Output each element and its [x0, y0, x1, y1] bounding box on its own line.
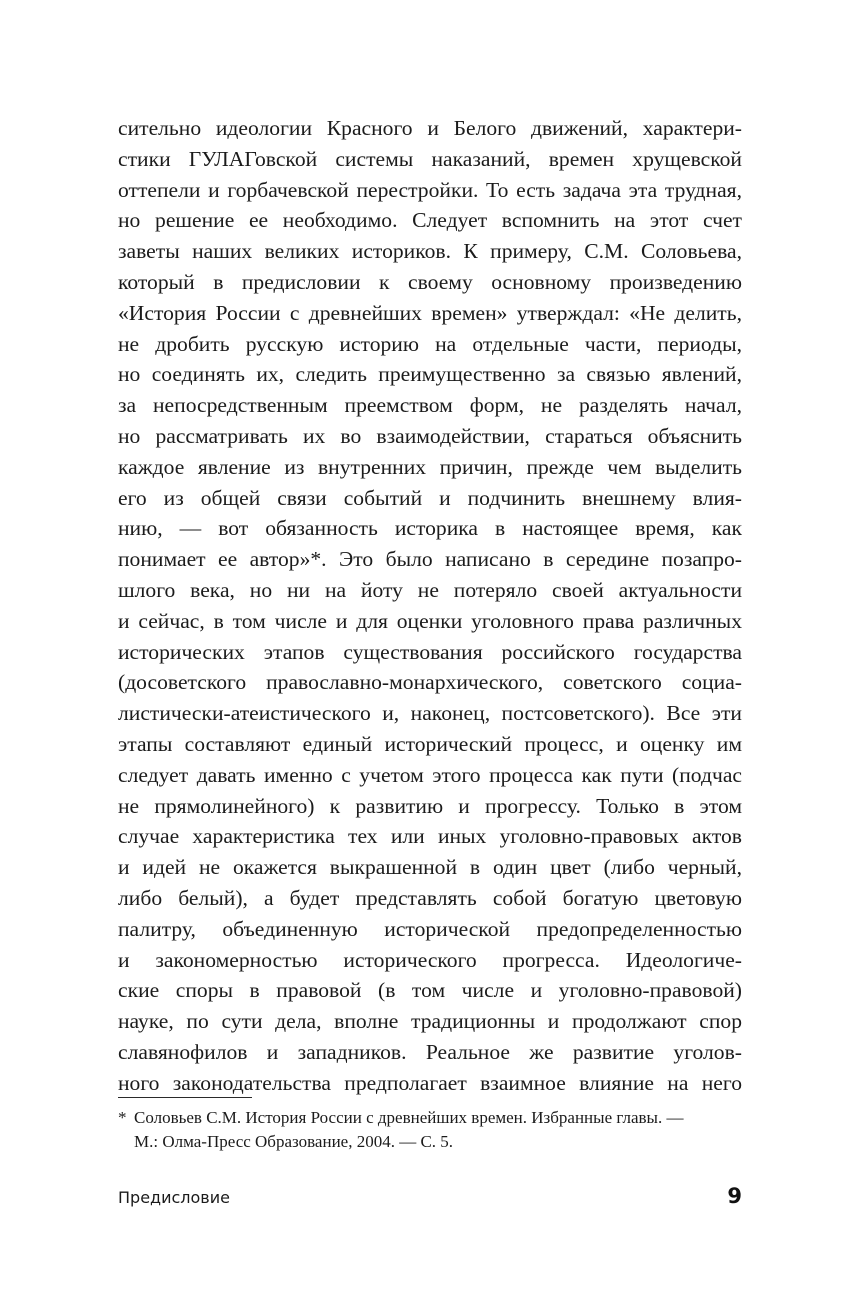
text-line: каждое явление из внутренних причин, прежде чем выделить [118, 454, 742, 479]
text-line: исторических этапов существования российского государства [118, 639, 742, 664]
text-line: оттепели и горбачевской перестройки. То есть задача эта трудная, [118, 177, 742, 202]
text-line: науке, по сути дела, вполне традиционны и продолжают спор [118, 1009, 742, 1034]
footnote-marker: * [118, 1108, 127, 1127]
text-line: «История России с древнейших времен» утверждал: «Не делить, [118, 300, 742, 325]
text-line: либо белый), а будет представлять собой богатую цветовую [118, 885, 742, 910]
text-line: шлого века, но ни на йоту не потеряло своей актуальности [118, 577, 742, 602]
text-line: случае характеристика тех или иных уголовно-правовых актов [118, 824, 742, 849]
main-text-block [118, 113, 742, 1099]
text-line: ного законодательства предполагает взаимное влияние на него [118, 1070, 742, 1095]
text-line: но решение ее необходимо. Следует вспомнить на этот счет [118, 208, 742, 233]
running-footer-section: Предисловие [118, 1188, 230, 1207]
text-line: стики ГУЛАГовской системы наказаний, времен хрущевской [118, 146, 742, 171]
text-line: но соединять их, следить преимущественно за связью явлений, [118, 362, 742, 387]
page-number: 9 [727, 1184, 742, 1208]
footnote-text-1: Соловьев С.М. История России с древнейших времен. Избранные главы. — [134, 1108, 684, 1127]
text-line: который в предисловии к своему основному произведению [118, 269, 742, 294]
text-line: заветы наших великих историков. К примеру, С.М. Соловьева, [118, 239, 742, 264]
text-line: ские споры в правовой (в том числе и уголовно-правовой) [118, 978, 742, 1003]
text-line: нию, — вот обязанность историка в настоящее время, как [118, 516, 742, 541]
text-line: славянофилов и западников. Реальное же развитие уголов- [118, 1039, 742, 1064]
text-line: и сейчас, в том числе и для оценки уголовного права различных [118, 608, 742, 633]
text-line: и идей не окажется выкрашенной в один цвет (либо черный, [118, 855, 742, 880]
footnote-line-1 [118, 1106, 742, 1130]
text-line: (досоветского православно-монархического, советского социа- [118, 670, 742, 695]
footnote-line-2: М.: Олма-Пресс Образование, 2004. — С. 5. [134, 1132, 454, 1151]
text-line: не дробить русскую историю на отдельные части, периоды, [118, 331, 742, 356]
text-line: листически-атеистического и, наконец, постсоветского). Все эти [118, 701, 742, 726]
text-line: понимает ее автор»*. Это было написано в середине позапро- [118, 547, 742, 572]
text-line: сительно идеологии Красного и Белого движений, характери- [118, 116, 742, 140]
text-line: но рассматривать их во взаимодействии, стараться объяснить [118, 423, 742, 448]
footnote [118, 1106, 742, 1154]
text-line: не прямолинейного) к развитию и прогрессу. Только в этом [118, 793, 742, 818]
text-line: этапы составляют единый исторический процесс, и оценку им [118, 731, 742, 756]
text-line: следует давать именно с учетом этого процесса как пути (подчас [118, 762, 742, 787]
text-line: его из общей связи событий и подчинить внешнему влия- [118, 485, 742, 510]
text-line: и закономерностью исторического прогресса. Идеологиче- [118, 947, 742, 972]
text-line: за непосредственным преемством форм, не разделять начал, [118, 393, 742, 418]
text-line: палитру, объединенную исторической предопределенностью [118, 916, 742, 941]
footnote-divider [118, 1097, 252, 1098]
